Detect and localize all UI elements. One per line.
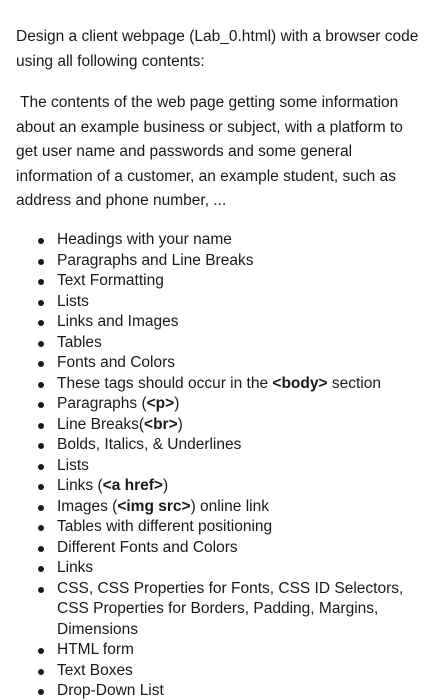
list-item bbox=[36, 661, 431, 682]
list-item-code-tag: <body> bbox=[272, 374, 328, 392]
list-item-text: Text Formatting bbox=[57, 272, 164, 289]
list-item bbox=[36, 271, 431, 292]
list-item bbox=[36, 538, 431, 559]
list-item-text: section bbox=[327, 374, 381, 392]
list-item-text: Different Fonts and Colors bbox=[57, 538, 238, 556]
list-item-text: Line Breaks( bbox=[57, 415, 145, 433]
list-item-code-tag: <br> bbox=[144, 415, 178, 433]
list-item-text: Paragraphs ( bbox=[57, 395, 147, 412]
list-item-text: Bolds, Italics, & Underlines bbox=[57, 436, 242, 453]
list-item-text: Tables bbox=[57, 333, 102, 351]
list-item bbox=[36, 681, 431, 700]
list-item bbox=[36, 640, 431, 661]
list-item-text: CSS, CSS Properties for Fonts, CSS ID Selectors, CSS Properties for Borders, Padding, Margins, Dimensions bbox=[57, 579, 404, 638]
intro-paragraph: Design a client webpage (Lab_0.html) with a browser code using all following contents: bbox=[16, 28, 419, 70]
list-item-text: Headings with your name bbox=[57, 231, 232, 248]
list-item-text: HTML form bbox=[57, 641, 134, 658]
list-item bbox=[36, 374, 431, 395]
list-item bbox=[36, 579, 431, 641]
list-item-text: Drop-Down List bbox=[57, 682, 164, 699]
requirements-list bbox=[36, 230, 431, 700]
list-item bbox=[36, 353, 431, 374]
list-item-text: Links ( bbox=[57, 477, 103, 494]
list-item-text: Images ( bbox=[57, 497, 118, 515]
list-item bbox=[36, 251, 431, 272]
list-item-text: Links and Images bbox=[57, 313, 179, 330]
list-item bbox=[36, 230, 431, 251]
list-item bbox=[36, 394, 431, 415]
list-item-code-tag: <p> bbox=[146, 395, 175, 412]
list-item-text: Lists bbox=[57, 292, 89, 310]
list-item bbox=[36, 292, 431, 313]
list-item-text: ) bbox=[162, 477, 169, 494]
list-item-text: Paragraphs and Line Breaks bbox=[57, 251, 254, 269]
list-item bbox=[36, 517, 431, 538]
list-item-text: Text Boxes bbox=[57, 661, 133, 679]
list-item bbox=[36, 435, 431, 456]
list-item-code-tag: <a href> bbox=[102, 477, 163, 494]
list-item-text: These tags should occur in the bbox=[57, 374, 273, 392]
list-item bbox=[36, 333, 431, 354]
list-item-text: Links bbox=[57, 559, 94, 576]
list-item bbox=[36, 415, 431, 436]
list-item bbox=[36, 456, 431, 477]
list-item-text: Lists bbox=[57, 456, 89, 474]
list-item-text: ) bbox=[177, 415, 183, 433]
list-item-text: ) bbox=[174, 395, 180, 412]
list-item bbox=[36, 312, 431, 333]
list-item bbox=[36, 558, 431, 579]
list-item-text: ) online link bbox=[190, 497, 269, 515]
list-item-text: Tables with different positioning bbox=[57, 518, 273, 535]
list-item-text: Fonts and Colors bbox=[57, 354, 176, 371]
list-item bbox=[36, 497, 431, 518]
list-item bbox=[36, 476, 431, 497]
contents-paragraph: The contents of the web page getting some information about an example business or subject, with a platform to get user name and passwords and some general information of a customer, an example student, such as address and phone number, ... bbox=[16, 94, 403, 209]
list-item-code-tag: <img src> bbox=[117, 497, 191, 515]
